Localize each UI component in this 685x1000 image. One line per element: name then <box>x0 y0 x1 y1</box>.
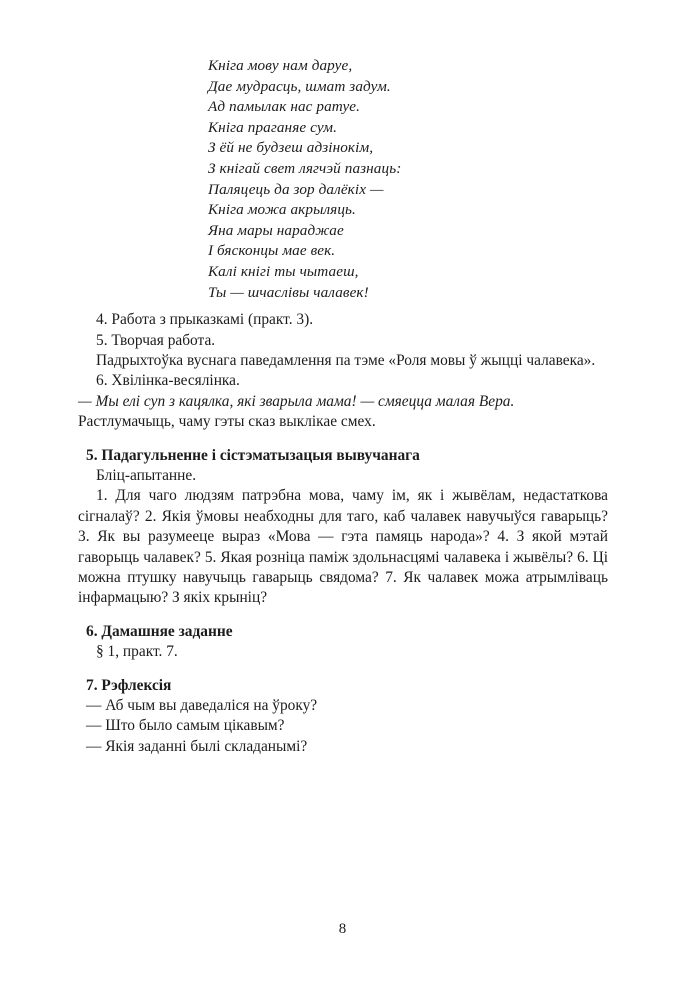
page-number: 8 <box>338 921 347 937</box>
reflection-item: — Якія заданні былі складанымі? <box>86 737 308 755</box>
section-heading-6: 6. Дамашняе заданне <box>86 622 233 640</box>
section-6-text: § 1, практ. 7. <box>96 643 178 661</box>
poem-line: З ёй не будзеш адзінокім, <box>208 139 374 157</box>
spacer <box>78 609 608 622</box>
lesson-item-5-description: Падрыхтоўка вуснага паведамлення па тэме «Роля мовы ў жыцці чалавека». <box>96 351 596 369</box>
poem-line: Паляцець да зор далёкіх — <box>208 180 384 198</box>
lesson-item-6: 6. Хвілінка-весялінка. <box>96 372 240 390</box>
lesson-item-5: 5. Творчая работа. <box>96 331 216 349</box>
lesson-item-4: 4. Работа з прыказкамі (практ. 3). <box>96 311 314 329</box>
poem-line: Яна мары нараджае <box>208 221 344 239</box>
section-heading-7: 7. Рэфлексія <box>86 676 172 694</box>
poem-line: Кніга можа акрыляць. <box>208 201 356 219</box>
poem-block <box>78 56 608 303</box>
lesson-item-6-joke: — Мы елі суп з кацялка, які зварыла мама! — смяецца малая Вера. <box>78 392 515 410</box>
poem-line: Кніга мову нам даруе, <box>208 57 353 74</box>
poem-line: З кнігай свет лягчэй пазнаць: <box>208 159 402 177</box>
poem-line: Дае мудрасць, шмат задум. <box>208 77 391 95</box>
spacer <box>78 433 608 446</box>
reflection-item: — Аб чым вы даведаліся на ўроку? <box>86 697 318 715</box>
section-5-subheading: Бліц-апытанне. <box>96 466 197 484</box>
spacer <box>78 663 608 676</box>
page-content <box>78 56 608 757</box>
poem-line: Ад памылак нас ратуе. <box>208 98 361 116</box>
poem-line: І бясконцы мае век. <box>208 242 336 260</box>
section-5-questions: 1. Для чаго людзям патрэбна мова, чаму ім, як і жывёлам, недастаткова сігналаў? 2. Якія ўмовы неабходны для таго, каб чалавек навучыўся гаварыць? 3. Як вы разумееце выраз «Мова — гэта памяць народа»? 4. З якой мэтай гаворыць чалавек? 5. Якая розніца паміж здольнасцямі чалавека і жывёлы? 6. Ці можна птушку навучыць гаварыць свядома? 7. Як чалавек можа атрымліваць інфармацыю? З якіх крыніц? <box>78 487 608 607</box>
poem-line: Кніга праганяе сум. <box>208 118 337 136</box>
poem-line: Ты — шчаслівы чалавек! <box>208 283 369 301</box>
section-heading-5: 5. Падагульненне і сістэматызацыя вывучанага <box>86 446 420 464</box>
spacer <box>78 303 608 310</box>
lesson-item-6-task: Растлумачыць, чаму гэты сказ выклікае смех. <box>78 413 376 431</box>
reflection-item: — Што было самым цікавым? <box>86 717 285 735</box>
poem-line: Калі кнігі ты чытаеш, <box>208 262 359 280</box>
